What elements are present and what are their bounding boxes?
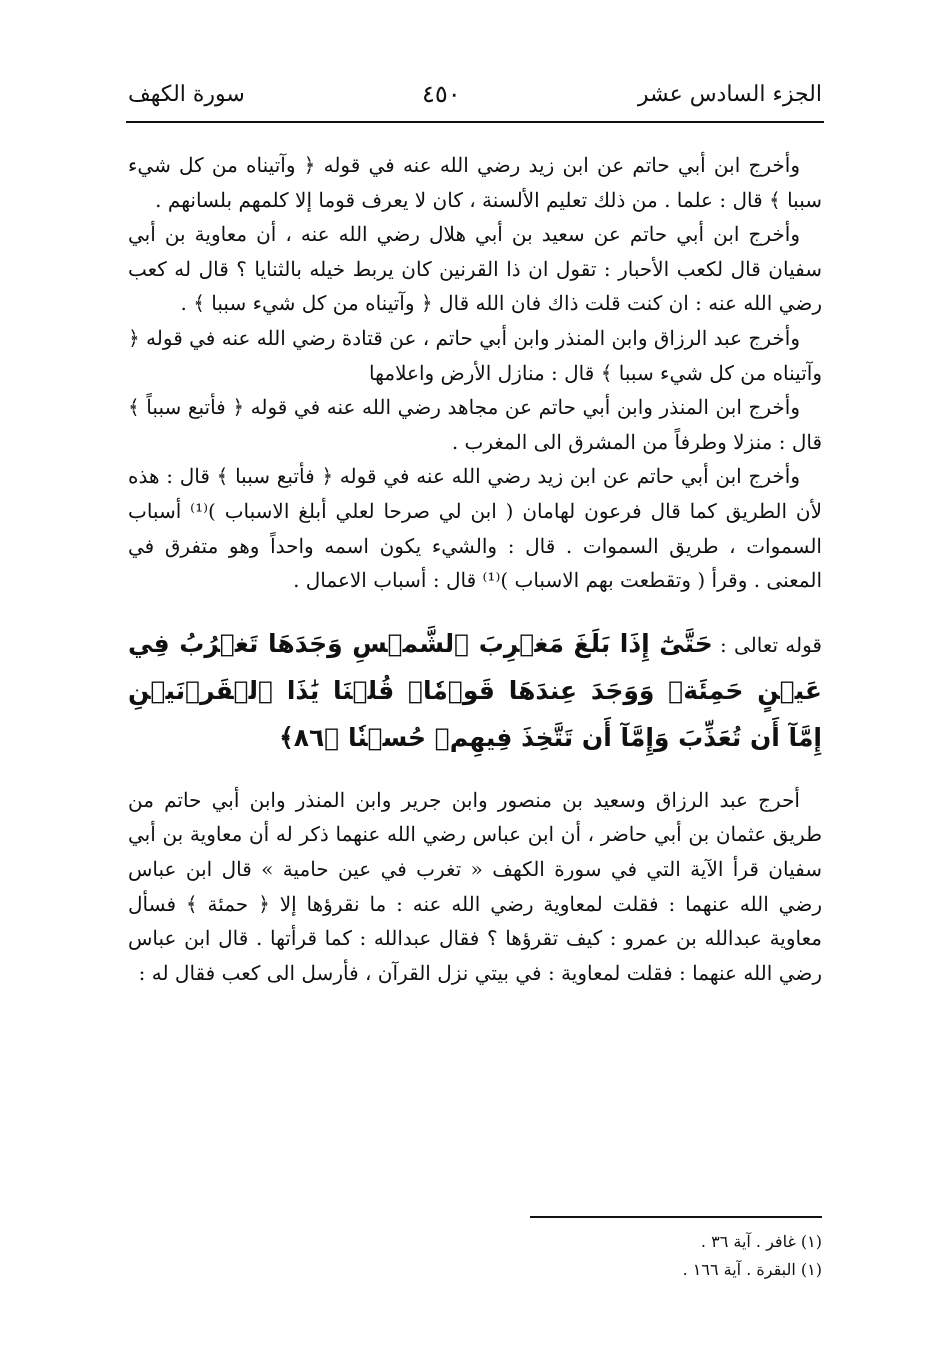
paragraph-5: وأخرج ابن أبي حاتم عن ابن زيد رضي الله عنه في قوله ﴿ فأتبع سببا ﴾ قال : هذه لأن الطريق كما قال فرعون لهامان ( ابن لي صرحا لعلي أبلغ الاسباب )⁽¹⁾ أسباب السموات ، طريق السموات . قال : والشيء يكون اسمه واحداً وهو متفرق في المعنى . وقرأ ( وتقطعت بهم الاسباب )⁽¹⁾ قال : أسباب الاعمال . (128, 464, 823, 593)
header-rule (126, 121, 824, 123)
paragraph-2: وأخرج ابن أبي حاتم عن سعيد بن أبي هلال رضي الله عنه ، أن معاوية بن أبي سفيان قال لكعب الأحبار : تقول ان ذا القرنين كان يربط خيله بالثنايا ؟ قال له كعب رضي الله عنه : ان كنت قلت ذاك فان الله قال ﴿ وآتيناه من كل شيء سببا ﴾ . (128, 222, 822, 316)
quran-verse-block (128, 620, 822, 761)
page-number: ٤٥٠ (421, 80, 461, 108)
quran-verse-text: حَتَّىٰٓ إِذَا بَلَغَ مَغۡرِبَ ٱلشَّمۡسِ وَجَدَهَا تَغۡرُبُ فِي عَيۡنٍ حَمِئَةٖ وَوَجَدَ عِندَهَا قَوۡمٗاۗ قُلۡنَا يَٰذَا ٱلۡقَرۡنَيۡنِ إِمَّآ أَن تُعَذِّبَ وَإِمَّآ أَن تَتَّخِذَ فِيهِمۡ حُسۡنٗا ﴿٨٦﴾ (128, 628, 822, 752)
paragraph-6: أحرج عبد الرزاق وسعيد بن منصور وابن جرير وابن المنذر وابن أبي حاتم من طريق عثمان بن أبي حاضر ، أن ابن عباس رضي الله عنهما ذكر له أن معاوية بن أبي سفيان قرأ الآية التي في سورة الكهف « تغرب في عين حامية » قال ابن عباس رضي الله عنهما : فقلت لمعاوية رضي الله عنه : ما نقرؤها إلا ﴿ حمئة ﴾ فسأل معاوية عبدالله بن عمرو : كيف تقرؤها ؟ فقال عبدالله : كما قرأتها . قال ابن عباس رضي الله عنهما : فقلت لمعاوية : في بيتي نزل القرآن ، فأرسل الى كعب فقال له : (128, 787, 822, 985)
surah-title: سورة الكهف (128, 81, 245, 107)
verse-lead: قوله تعالى : (720, 632, 822, 657)
paragraph-1: وأخرج ابن أبي حاتم عن ابن زيد رضي الله عنه في قوله ﴿ وآتيناه من كل شيء سببا ﴾ قال : علما . من ذلك تعليم الألسنة ، كان لا يعرف قوما إلا كلمهم بلسانهم . (128, 153, 822, 212)
footnotes (683, 1228, 822, 1284)
page-header (128, 72, 822, 116)
footnote-rule (530, 1216, 822, 1218)
volume-title: الجزء السادس عشر (637, 81, 822, 107)
page-body (128, 148, 822, 990)
footnote-1: (١) غافر . آية ٣٦ . (700, 1232, 822, 1251)
paragraph-4: وأخرج ابن المنذر وابن أبي حاتم عن مجاهد رضي الله عنه في قوله ﴿ فأتبع سبباً ﴾ قال : منزلا وطرفاً من المشرق الى المغرب . (128, 395, 822, 454)
footnote-2: (١) البقرة . آية ١٦٦ . (682, 1260, 822, 1279)
paragraph-3: وأخرج عبد الرزاق وابن المنذر وابن أبي حاتم ، عن قتادة رضي الله عنه في قوله ﴿ وآتيناه من كل شيء سببا ﴾ قال : منازل الأرض واعلامها (127, 325, 822, 385)
